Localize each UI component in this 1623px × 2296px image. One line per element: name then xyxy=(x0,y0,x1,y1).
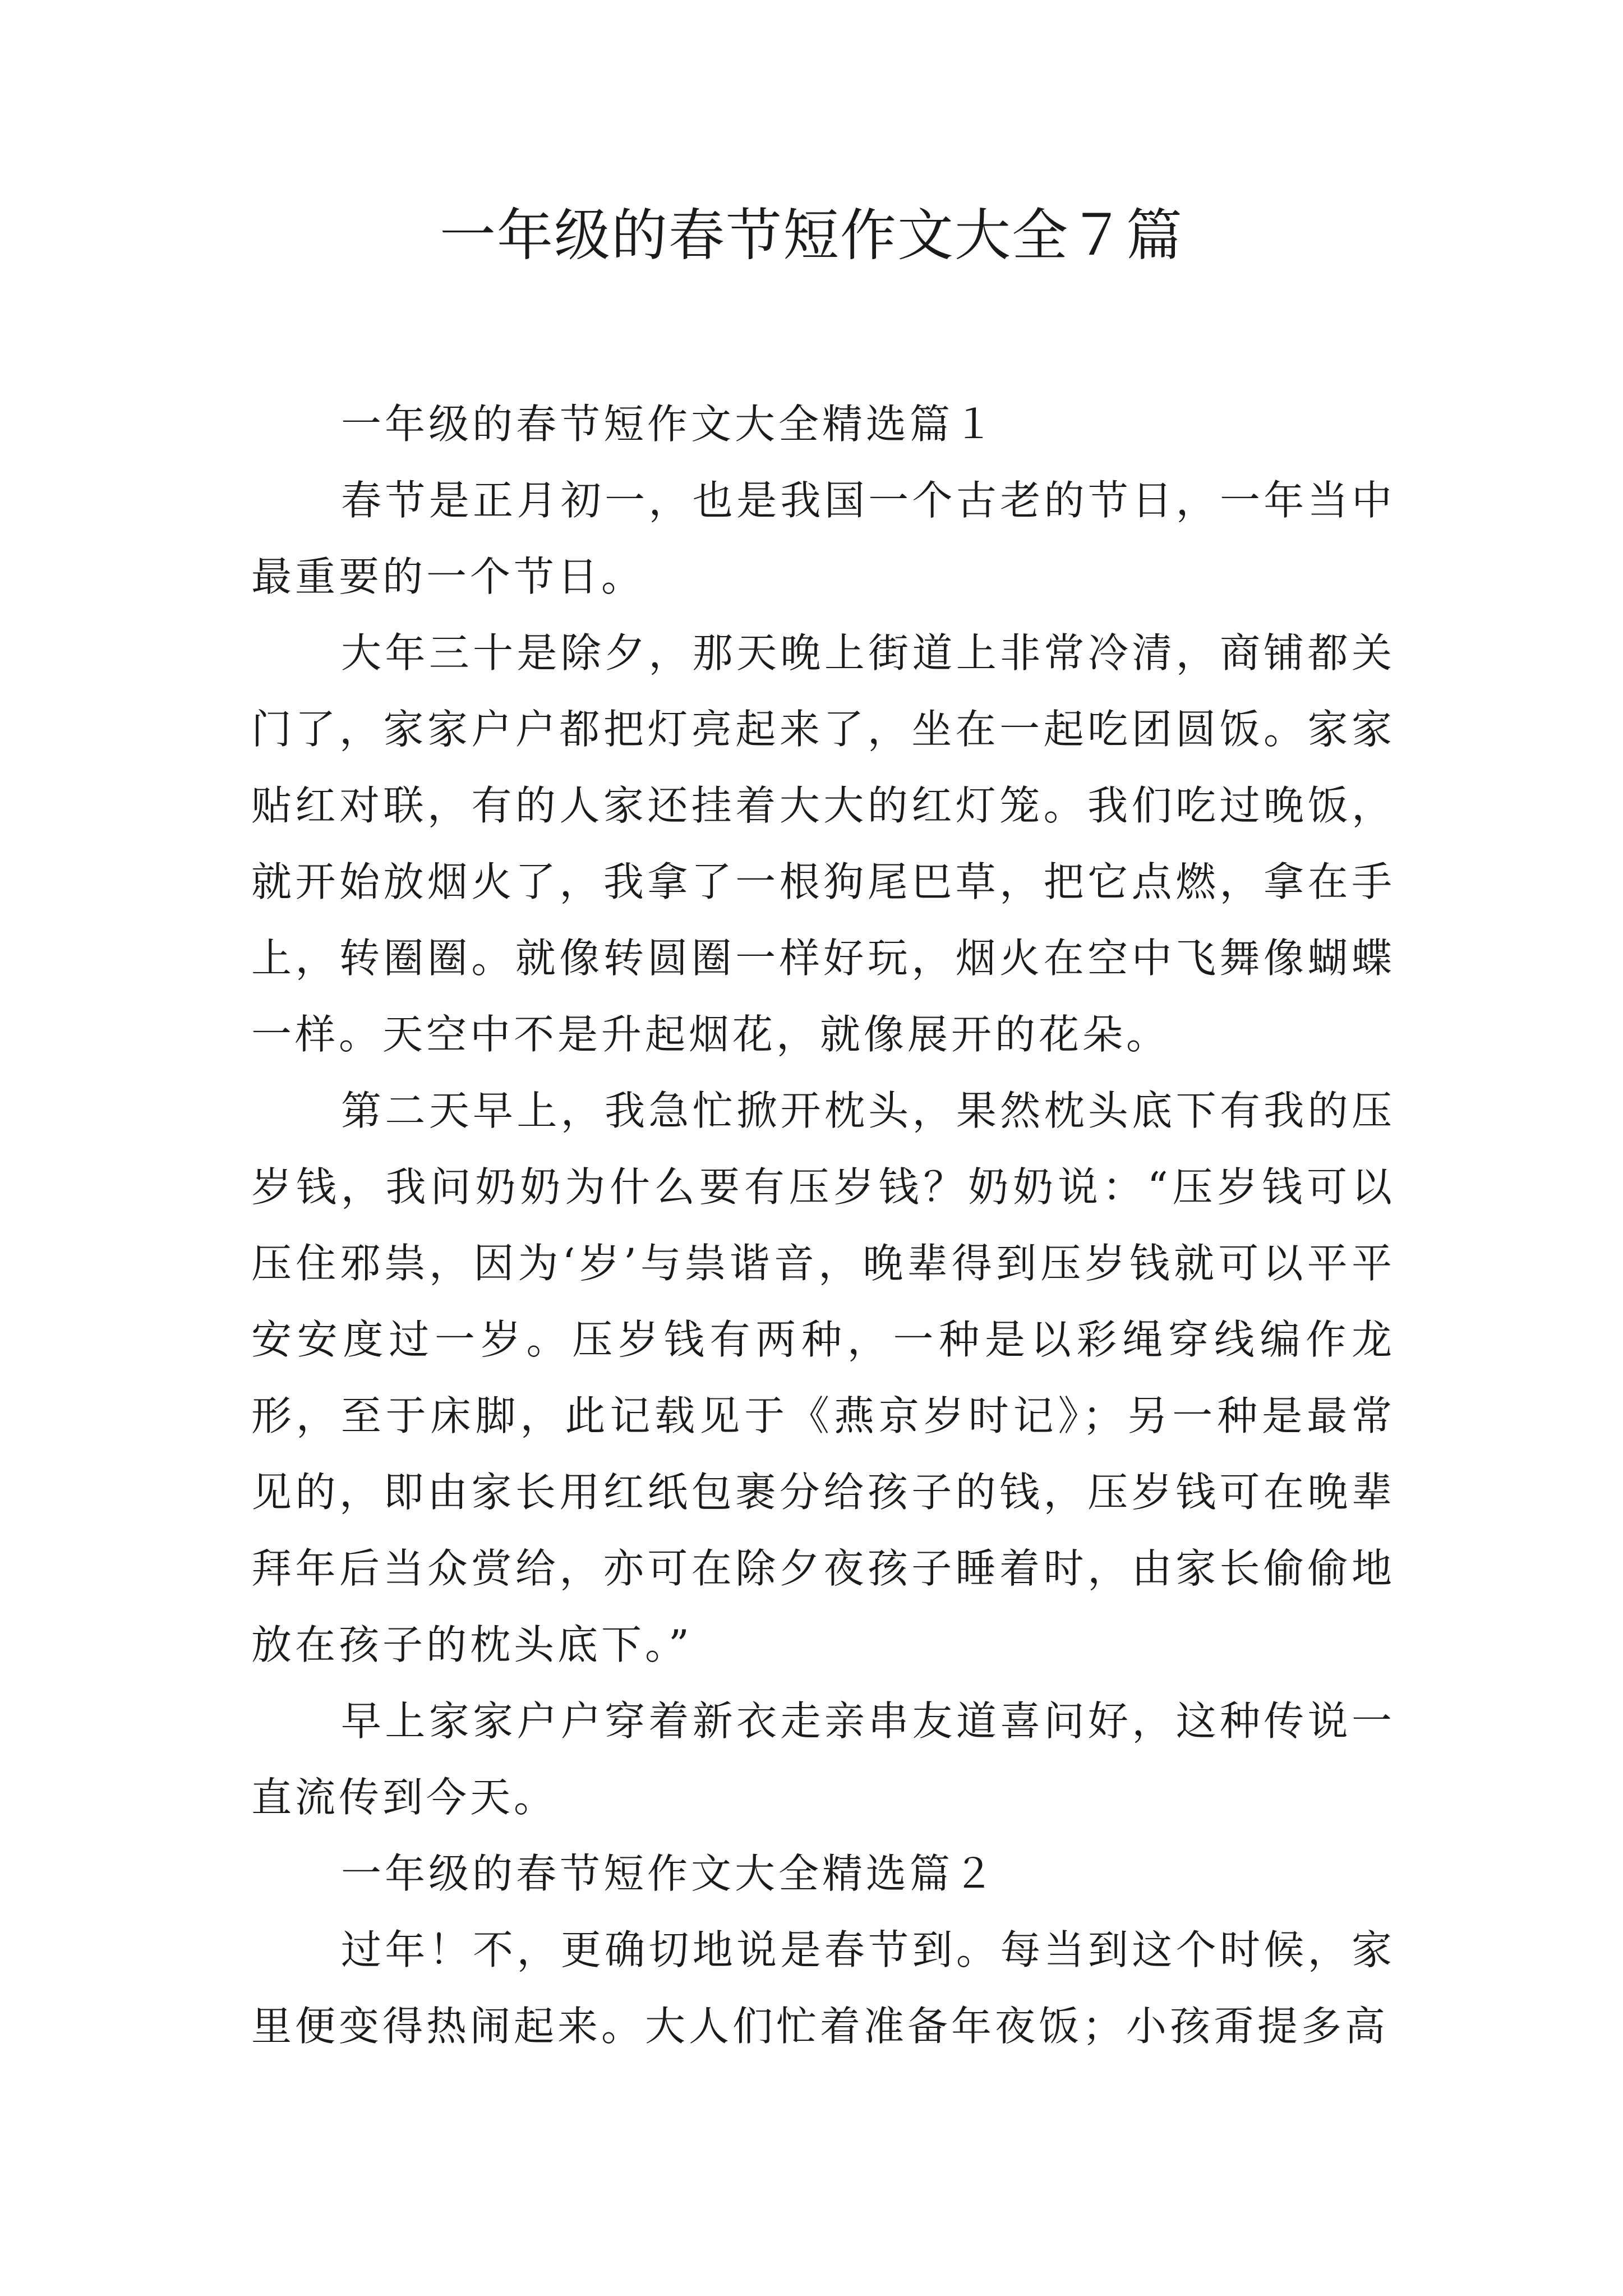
paragraph: 第二天早上，我急忙掀开枕头，果然枕头底下有我的压岁钱，我问奶奶为什么要有压岁钱？奶奶说：“压岁钱可以压住邪祟，因为‘岁’与祟谐音，晚辈得到压岁钱就可以平平安安度过一岁。压岁钱有两种，一种是以彩绳穿线编作龙形，至于床脚，此记载见于《燕京岁时记》；另一种是最常见的，即由家长用红纸包裹分给孩子的钱，压岁钱可在晚辈拜年后当众赏给，亦可在除夕夜孩子睡着时，由家长偷偷地放在孩子的枕头底下。” xyxy=(251,1087,1395,1668)
document-title: 一年级的春节短作文大全７篇 xyxy=(440,203,1183,268)
section-heading-2: 一年级的春节短作文大全精选篇２ xyxy=(341,1850,998,1897)
paragraph: 过年！不，更确切地说是春节到。每当到这个时候，家里便变得热闹起来。大人们忙着准备年夜饭；小孩甭提多高 xyxy=(251,1926,1395,2050)
document-body xyxy=(251,386,1395,2064)
section-heading-1: 一年级的春节短作文大全精选篇１ xyxy=(341,401,998,448)
paragraph: 春节是正月初一，也是我国一个古老的节日，一年当中最重要的一个节日。 xyxy=(251,477,1395,600)
paragraph: 大年三十是除夕，那天晚上街道上非常冷清，商铺都关门了，家家户户都把灯亮起来了，坐在一起吃团圆饭。家家贴红对联，有的人家还挂着大大的红灯笼。我们吃过晚饭，就开始放烟火了，我拿了一根狗尾巴草，把它点燃，拿在手上，转圈圈。就像转圆圈一样好玩，烟火在空中飞舞像蝴蝶一样。天空中不是升起烟花，就像展开的花朵。 xyxy=(251,629,1395,1058)
paragraph: 早上家家户户穿着新衣走亲串友道喜问好，这种传说一直流传到今天。 xyxy=(251,1697,1395,1821)
